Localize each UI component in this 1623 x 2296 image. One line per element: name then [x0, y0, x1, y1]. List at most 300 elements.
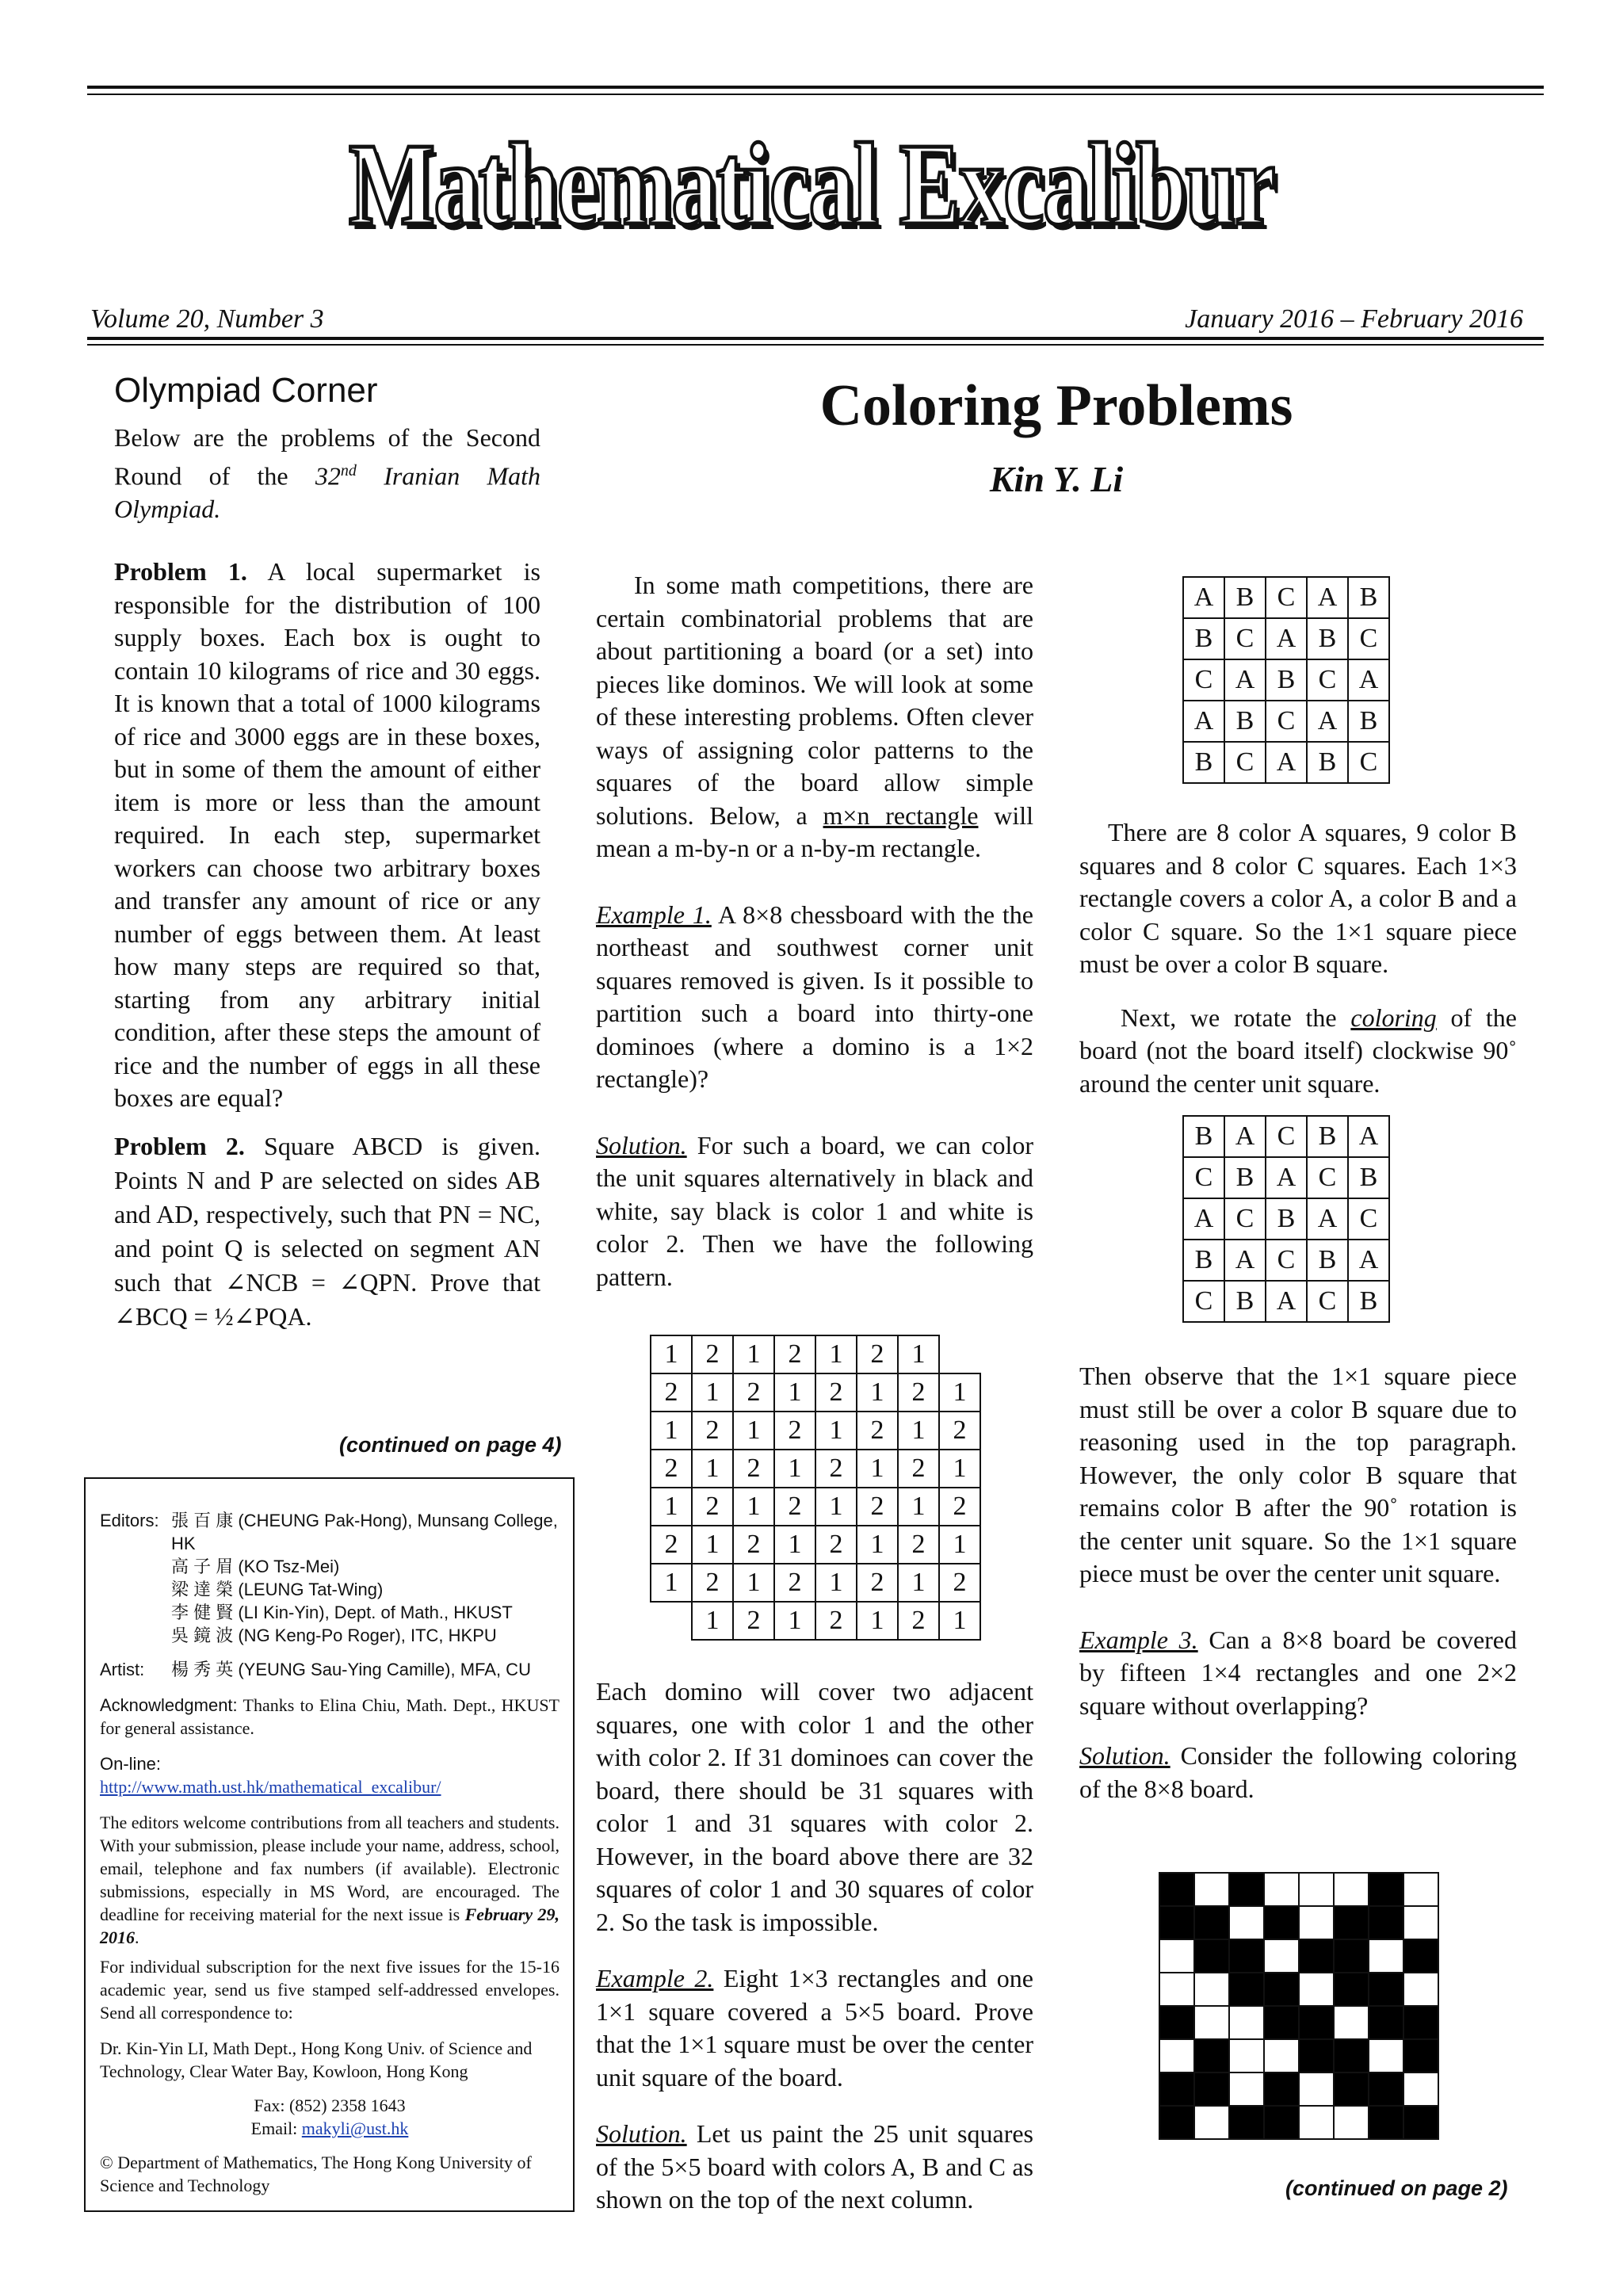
board-row	[1159, 2006, 1438, 2039]
grid-cell: A	[1224, 1240, 1266, 1281]
grid-cell: 1	[692, 1526, 733, 1564]
grid-row	[1183, 1157, 1389, 1198]
grid-cell: B	[1348, 577, 1389, 618]
black-square	[1403, 2039, 1438, 2073]
black-square	[1299, 2039, 1334, 2073]
solution-1-label: Solution.	[596, 1130, 687, 1159]
grid-cell: 1	[815, 1564, 857, 1602]
grid-row	[1183, 618, 1389, 659]
black-square	[1264, 2073, 1299, 2106]
observe-paragraph: Then observe that the 1×1 square piece must still be over a color B square due to reasoning used in the top paragraph. However, the only color B square that remains color B after the 90˚ rotation is the center unit square. So the 1×1 square piece must be over the center unit square.	[1079, 1362, 1517, 1587]
grid-cell: 2	[651, 1450, 692, 1488]
grid-cell	[939, 1335, 980, 1373]
black-square	[1403, 2006, 1438, 2039]
grid-cell: 1	[857, 1373, 898, 1412]
editor-entry	[171, 1578, 559, 1601]
grid-cell: 2	[651, 1526, 692, 1564]
grid-cell: B	[1266, 1198, 1307, 1240]
editor-en-name: (NG Keng-Po Roger), ITC, HKPU	[238, 1626, 497, 1645]
white-square	[1299, 2073, 1334, 2106]
grid-cell: B	[1183, 1240, 1224, 1281]
grid-cell: B	[1183, 742, 1224, 783]
black-square	[1159, 2006, 1194, 2039]
grid-cell: A	[1307, 701, 1348, 742]
grid-row	[651, 1526, 980, 1564]
grid-cell: 1	[815, 1412, 857, 1450]
example-2-label: Example 2.	[596, 1964, 714, 1992]
black-square	[1264, 1906, 1299, 1939]
grid-cell: A	[1348, 1116, 1389, 1157]
grid-cell: B	[1348, 1281, 1389, 1322]
subscription-note: For individual subscription for the next five issues for the 15-16 academic year, send us five stamped self-addressed envelopes. Send all correspondence to:	[100, 1957, 559, 2023]
editor-cn-name: 梁 達 榮	[171, 1580, 234, 1599]
black-square	[1299, 1939, 1334, 1973]
grid-row	[651, 1412, 980, 1450]
grid-cell: C	[1307, 1281, 1348, 1322]
grid-cell: 2	[733, 1526, 774, 1564]
grid-row	[1183, 659, 1389, 701]
grid-cell: A	[1266, 618, 1307, 659]
grid-cell: 2	[815, 1602, 857, 1640]
grid-cell: C	[1348, 742, 1389, 783]
example-1-label: Example 1.	[596, 900, 712, 929]
grid-cell: B	[1183, 618, 1224, 659]
intro-paragraph	[596, 569, 1033, 865]
white-square	[1194, 1873, 1229, 1906]
board-row	[1159, 2106, 1438, 2139]
board-row	[1159, 2039, 1438, 2073]
grid-cell: 1	[774, 1373, 815, 1412]
white-square	[1403, 2073, 1438, 2106]
editor-cn-name: 吳 鏡 波	[171, 1626, 234, 1645]
problem-1	[114, 556, 540, 1115]
grid-cell: 1	[857, 1526, 898, 1564]
grid-cell: 2	[692, 1412, 733, 1450]
black-square	[1264, 2106, 1299, 2139]
black-square	[1403, 1939, 1438, 1973]
editor-en-name: (CHEUNG Pak-Hong), Munsang College, HK	[171, 1511, 558, 1553]
grid-cell: C	[1183, 659, 1224, 701]
ack-label: Acknowledgment:	[100, 1695, 238, 1715]
black-square	[1334, 1939, 1369, 1973]
editor-cn-name: 張 百 康	[171, 1511, 234, 1530]
grid-cell: B	[1307, 742, 1348, 783]
grid-cell: 1	[939, 1373, 980, 1412]
example-3	[1079, 1624, 1517, 1723]
board-row	[1159, 2073, 1438, 2106]
grid-cell: 1	[939, 1602, 980, 1640]
volume-label: Volume 20, Number 3	[90, 304, 324, 334]
grid-cell: C	[1224, 742, 1266, 783]
grid-cell: 1	[857, 1602, 898, 1640]
black-square	[1264, 1973, 1299, 2006]
rotate-text-b: of the board (not the board itself) clockwise 90˚ around the center unit square.	[1079, 1003, 1517, 1098]
problem-1-label: Problem 1.	[114, 557, 247, 586]
grid-cell: B	[1266, 659, 1307, 701]
editors-list	[171, 1509, 559, 1647]
website-link[interactable]: http://www.math.ust.hk/mathematical_excalibur/	[100, 1777, 441, 1797]
black-square	[1159, 1873, 1194, 1906]
grid-cell: C	[1266, 1116, 1307, 1157]
grid-cell: 1	[815, 1335, 857, 1373]
grid-cell: 2	[939, 1488, 980, 1526]
black-square	[1403, 2106, 1438, 2139]
editor-cn-name: 高 子 眉	[171, 1557, 234, 1576]
grid-cell: 2	[774, 1335, 815, 1373]
article-column-3-lower	[1079, 1360, 1517, 1805]
grid-cell: 2	[939, 1564, 980, 1602]
grid-row	[651, 1564, 980, 1602]
email-label: Email:	[250, 2118, 302, 2138]
grid-cell: B	[1307, 618, 1348, 659]
black-square	[1229, 1939, 1264, 1973]
black-square	[1159, 2073, 1194, 2106]
grid-cell: 1	[898, 1564, 939, 1602]
article-author: Kin Y. Li	[989, 459, 1124, 499]
olympiad-corner	[114, 371, 540, 1334]
grid-cell: 2	[857, 1488, 898, 1526]
grid-cell: 1	[939, 1526, 980, 1564]
grid-cell: A	[1183, 701, 1224, 742]
black-square	[1264, 2006, 1299, 2039]
grid-row	[1183, 742, 1389, 783]
grid-cell: 2	[857, 1564, 898, 1602]
white-square	[1334, 1873, 1369, 1906]
problem-2-label: Problem 2.	[114, 1131, 245, 1160]
black-square	[1334, 2039, 1369, 2073]
grid-cell: 1	[651, 1564, 692, 1602]
grid-cell: C	[1307, 1157, 1348, 1198]
deadline-date: February 29, 2016	[100, 1904, 560, 1947]
artist-en-name: (YEUNG Sau-Ying Camille), MFA, CU	[238, 1660, 531, 1679]
copyright-note: © Department of Mathematics, The Hong Kong University of Science and Technology	[100, 2153, 532, 2195]
grid-cell: 1	[774, 1602, 815, 1640]
article-column-3	[1079, 816, 1517, 1100]
black-square	[1369, 2006, 1403, 2039]
grid-cell: C	[1224, 618, 1266, 659]
fax-number: Fax: (852) 2358 1643	[254, 2095, 406, 2115]
artist-cn-name: 楊 秀 英	[171, 1660, 234, 1679]
black-square	[1229, 1973, 1264, 2006]
black-square	[1229, 1873, 1264, 1906]
grid-cell: 1	[939, 1450, 980, 1488]
email-link[interactable]: makyli@ust.hk	[301, 2118, 409, 2138]
board-row	[1159, 1873, 1438, 1906]
solution-3-text: Consider the following coloring of the 8×8 board.	[1079, 1741, 1517, 1803]
white-square	[1229, 1906, 1264, 1939]
acknowledgment	[100, 1694, 559, 1740]
grid-cell: A	[1183, 1198, 1224, 1240]
article-column-2	[596, 569, 1033, 1293]
sub-rule-thin	[87, 344, 1544, 346]
grid-cell: 2	[651, 1373, 692, 1412]
white-square	[1299, 2106, 1334, 2139]
white-square	[1299, 1906, 1334, 1939]
grid-cell: 2	[733, 1602, 774, 1640]
black-square	[1334, 1973, 1369, 2006]
grid-cell: A	[1348, 1240, 1389, 1281]
white-square	[1229, 2073, 1264, 2106]
editor-entry	[171, 1555, 559, 1578]
example-3-label: Example 3.	[1079, 1625, 1198, 1654]
white-square	[1299, 1873, 1334, 1906]
welcome-text: The editors welcome contributions from all teachers and students. With your submission, please include your name, address, school, email, telephone and fax numbers (if available). Electronic submissions, especially in MS Word, are encouraged. The deadline for receiving material for the next issue is	[100, 1813, 559, 1924]
editors-box	[84, 1477, 575, 2212]
abc-grid-original	[1182, 576, 1390, 784]
grid-cell: 1	[774, 1450, 815, 1488]
white-square	[1194, 2106, 1229, 2139]
white-square	[1229, 2039, 1264, 2073]
intro-text: In some math competitions, there are certain combinatorial problems that are about partitioning a board (or a set) into pieces like dominos. We will look at some of these interesting problems. Often clever ways of assigning color patterns to the squares of the board allow simple solutions. Below, a	[596, 571, 1033, 830]
black-square	[1299, 2006, 1334, 2039]
editor-cn-name: 李 健 賢	[171, 1603, 234, 1622]
grid-cell: 2	[774, 1564, 815, 1602]
grid-cell: 1	[898, 1488, 939, 1526]
white-square	[1334, 2106, 1369, 2139]
solution-3	[1079, 1740, 1517, 1805]
white-square	[1229, 2006, 1264, 2039]
grid-row	[651, 1335, 980, 1373]
submission-note: The editors welcome contributions from all teachers and students. With your submission, please include your name, address, school, email, telephone and fax numbers (if available). Electronic submissions, especially in MS Word, are encouraged. The deadline for receiving material for the next issue is February 29, 2016.	[100, 1813, 560, 1947]
article-column-2-lower	[596, 1675, 1033, 2217]
grid-cell: 1	[651, 1335, 692, 1373]
abc-grid-rotated	[1182, 1115, 1390, 1323]
grid-cell: 2	[898, 1450, 939, 1488]
white-square	[1299, 1973, 1334, 2006]
grid-cell: 1	[774, 1526, 815, 1564]
grid-cell: A	[1266, 1281, 1307, 1322]
grid-cell: B	[1348, 701, 1389, 742]
grid-cell: A	[1183, 577, 1224, 618]
top-rule-thin	[87, 94, 1544, 95]
grid-row	[651, 1602, 980, 1640]
white-square	[1369, 1939, 1403, 1973]
grid-cell: 1	[651, 1412, 692, 1450]
rotate-text-a: Next, we rotate the	[1121, 1003, 1351, 1032]
solution-2	[596, 2118, 1033, 2217]
white-square	[1403, 1873, 1438, 1906]
white-square	[1194, 1973, 1229, 2006]
olympiad-heading: Olympiad Corner	[114, 371, 378, 410]
grid-row	[651, 1373, 980, 1412]
white-square	[1159, 1973, 1194, 2006]
grid-cell: 1	[733, 1488, 774, 1526]
black-square	[1334, 2073, 1369, 2106]
grid-cell: A	[1266, 1157, 1307, 1198]
board-row	[1159, 1939, 1438, 1973]
problem-1-text: A local supermarket is responsible for the distribution of 100 supply boxes. Each box is ought to contain 10 kilograms of rice and 30 eggs. It is known that a total of 1000 kilograms of rice and 3000 eggs are in these boxes, but in some of them the amount of either item is more or less than the amount required. In each step, supermarket workers can choose two arbitrary boxes and transfer any amount of rice or any number of eggs between them. At least how many steps are required so that, starting from any arbitrary initial condition, after these steps the amount of rice and the number of eggs in all these boxes are equal?	[114, 557, 540, 1113]
example-1-text: A 8×8 chessboard with the the northeast and southwest corner unit squares removed is given. Is it possible to partition such a board into thirty-one dominoes (where a domino is a 1×2 rectangle)?	[596, 900, 1034, 1093]
grid-cell: C	[1266, 701, 1307, 742]
grid-cell: C	[1266, 1240, 1307, 1281]
grid-cell: 2	[939, 1412, 980, 1450]
grid-cell: 1	[733, 1412, 774, 1450]
black-square	[1369, 1906, 1403, 1939]
white-square	[1334, 2006, 1369, 2039]
coloring-term: coloring	[1350, 1003, 1437, 1032]
grid-cell: A	[1307, 1198, 1348, 1240]
white-square	[1369, 2039, 1403, 2073]
grid-cell: C	[1348, 1198, 1389, 1240]
white-square	[1159, 2039, 1194, 2073]
grid-cell: 1	[692, 1450, 733, 1488]
intro-number: 32	[315, 461, 341, 491]
white-square	[1264, 2039, 1299, 2073]
black-square	[1229, 2106, 1264, 2139]
black-square	[1334, 1906, 1369, 1939]
grid-cell: B	[1307, 1116, 1348, 1157]
example-2	[596, 1962, 1033, 2094]
article-title: Coloring Problems	[819, 373, 1293, 438]
grid-cell: 2	[857, 1335, 898, 1373]
solution-2-text: Let us paint the 25 unit squares of the 5×5 board with colors A, B and C as shown on the top of the next column.	[596, 2119, 1033, 2214]
black-square	[1194, 2073, 1229, 2106]
count-paragraph: There are 8 color A squares, 9 color B squares and 8 color C squares. Each 1×3 rectangle covers a color A, a color B and a color C square. So the 1×1 square piece must be over a color B square.	[1079, 818, 1517, 978]
editor-en-name: (KO Tsz-Mei)	[238, 1557, 340, 1576]
grid-cell: 1	[733, 1564, 774, 1602]
black-square	[1194, 1906, 1229, 1939]
board-row	[1159, 1906, 1438, 1939]
white-square	[1264, 1939, 1299, 1973]
grid-cell: 1	[857, 1450, 898, 1488]
grid-cell: C	[1266, 577, 1307, 618]
grid-cell: 1	[815, 1488, 857, 1526]
problem-2	[114, 1129, 540, 1334]
grid-cell: 1	[898, 1412, 939, 1450]
intro-text-end: will mean a m-by-n or a n-by-m rectangle.	[596, 800, 1034, 862]
white-square	[1194, 2006, 1229, 2039]
problem-2-text: Square ABCD is given. Points N and P are selected on sides AB and AD, respectively, such that PN = NC, and point Q is selected on segment AN such that ∠NCB = ∠QPN. Prove that ∠BCQ = ½∠PQA.	[114, 1131, 541, 1331]
grid-row	[651, 1450, 980, 1488]
intro-text-b: Iranian Math Olympiad.	[114, 461, 541, 523]
black-white-board	[1159, 1872, 1439, 2140]
grid-cell: B	[1348, 1157, 1389, 1198]
black-square	[1194, 1939, 1229, 1973]
grid-cell: 2	[692, 1488, 733, 1526]
masthead-title: Mathematical Excalibur	[348, 120, 1275, 250]
grid-cell: 1	[898, 1335, 939, 1373]
sub-rule-thick	[87, 337, 1544, 340]
grid-cell: 2	[815, 1373, 857, 1412]
grid-cell: 2	[774, 1412, 815, 1450]
grid-row	[1183, 701, 1389, 742]
chessboard-figure	[650, 1335, 981, 1641]
grid-cell: A	[1224, 1116, 1266, 1157]
grid-cell: 2	[774, 1488, 815, 1526]
editor-en-name: (LI Kin-Yin), Dept. of Math., HKUST	[238, 1603, 513, 1622]
grid-cell: C	[1224, 1198, 1266, 1240]
domino-paragraph: Each domino will cover two adjacent squares, one with color 1 and the other with color 2. If 31 dominoes can cover the board, there should be 31 squares with color 1 and 31 squares with color 2. However, in the board above there are 32 squares of color 1 and 30 squares of color 2. So the task is impossible.	[596, 1677, 1033, 1936]
grid-cell: 2	[692, 1564, 733, 1602]
grid-cell: A	[1266, 742, 1307, 783]
grid-cell: 2	[815, 1526, 857, 1564]
black-square	[1159, 2106, 1194, 2139]
grid-cell: A	[1348, 659, 1389, 701]
white-square	[1159, 1939, 1194, 1973]
grid-row	[1183, 1116, 1389, 1157]
top-rule-thick	[87, 86, 1544, 89]
black-square	[1369, 1873, 1403, 1906]
ack-text: Thanks to Elina Chiu, Math. Dept., HKUST for general assistance.	[100, 1695, 559, 1738]
grid-cell: 1	[733, 1335, 774, 1373]
black-square	[1369, 1973, 1403, 2006]
grid-row	[1183, 1281, 1389, 1322]
intro-superscript: nd	[340, 461, 357, 479]
rotate-paragraph	[1079, 1002, 1517, 1101]
grid-cell: C	[1348, 618, 1389, 659]
white-square	[1403, 1906, 1438, 1939]
article-continued: (continued on page 2)	[1285, 2176, 1508, 2200]
grid-row	[651, 1488, 980, 1526]
grid-cell: 1	[692, 1373, 733, 1412]
grid-cell: B	[1224, 1281, 1266, 1322]
grid-cell: C	[1183, 1281, 1224, 1322]
white-square	[1264, 1873, 1299, 1906]
example-2-text: Eight 1×3 rectangles and one 1×1 square covered a 5×5 board. Prove that the 1×1 square must be over the center unit square of the board.	[596, 1964, 1034, 2092]
black-square	[1369, 2106, 1403, 2139]
olympiad-continued: (continued on page 4)	[339, 1433, 562, 1457]
example-1	[596, 899, 1033, 1096]
grid-cell: B	[1224, 701, 1266, 742]
editors-label: Editors:	[100, 1511, 159, 1530]
grid-cell: 2	[815, 1450, 857, 1488]
black-square	[1159, 1906, 1194, 1939]
grid-cell: 2	[692, 1335, 733, 1373]
mailing-address: Dr. Kin-Yin LI, Math Dept., Hong Kong Univ. of Science and Technology, Clear Water Bay, Kowloon, Hong Kong	[100, 2038, 533, 2081]
black-square	[1194, 2039, 1229, 2073]
grid-cell: A	[1307, 577, 1348, 618]
intro-text-a: Below are the problems of the Second Round of the	[114, 423, 540, 491]
grid-cell: 2	[733, 1373, 774, 1412]
grid-cell: B	[1307, 1240, 1348, 1281]
grid-cell: 2	[898, 1526, 939, 1564]
white-square	[1403, 1973, 1438, 2006]
solution-1	[596, 1129, 1033, 1294]
grid-cell: B	[1224, 1157, 1266, 1198]
grid-row	[1183, 577, 1389, 618]
issue-date: January 2016 – February 2016	[1185, 304, 1523, 334]
artist-section	[100, 1658, 559, 1681]
grid-row	[1183, 1240, 1389, 1281]
grid-cell: B	[1183, 1116, 1224, 1157]
online-label: On-line:	[100, 1754, 162, 1774]
grid-row	[1183, 1198, 1389, 1240]
grid-cell: 2	[733, 1450, 774, 1488]
grid-cell: C	[1183, 1157, 1224, 1198]
olympiad-intro	[114, 422, 540, 525]
rectangle-term: m×n rectangle	[823, 800, 979, 830]
editor-entry	[171, 1624, 559, 1647]
grid-cell: 1	[692, 1602, 733, 1640]
email-line	[100, 2117, 559, 2140]
editor-entry	[171, 1601, 559, 1624]
solution-3-label: Solution.	[1079, 1741, 1170, 1770]
board-row	[1159, 1973, 1438, 2006]
example-3-text: Can a 8×8 board be covered by fifteen 1×4 rectangles and one 2×2 square without overlapping?	[1079, 1625, 1517, 1720]
grid-cell: 2	[857, 1412, 898, 1450]
grid-cell: C	[1307, 659, 1348, 701]
artist-label: Artist:	[100, 1660, 145, 1679]
editor-entry	[171, 1509, 559, 1555]
grid-cell: A	[1224, 659, 1266, 701]
solution-2-label: Solution.	[596, 2119, 687, 2148]
grid-cell: 1	[651, 1488, 692, 1526]
grid-cell: 2	[898, 1373, 939, 1412]
grid-cell: 2	[898, 1602, 939, 1640]
grid-cell: B	[1224, 577, 1266, 618]
editor-en-name: (LEUNG Tat-Wing)	[238, 1580, 384, 1599]
black-square	[1369, 2073, 1403, 2106]
